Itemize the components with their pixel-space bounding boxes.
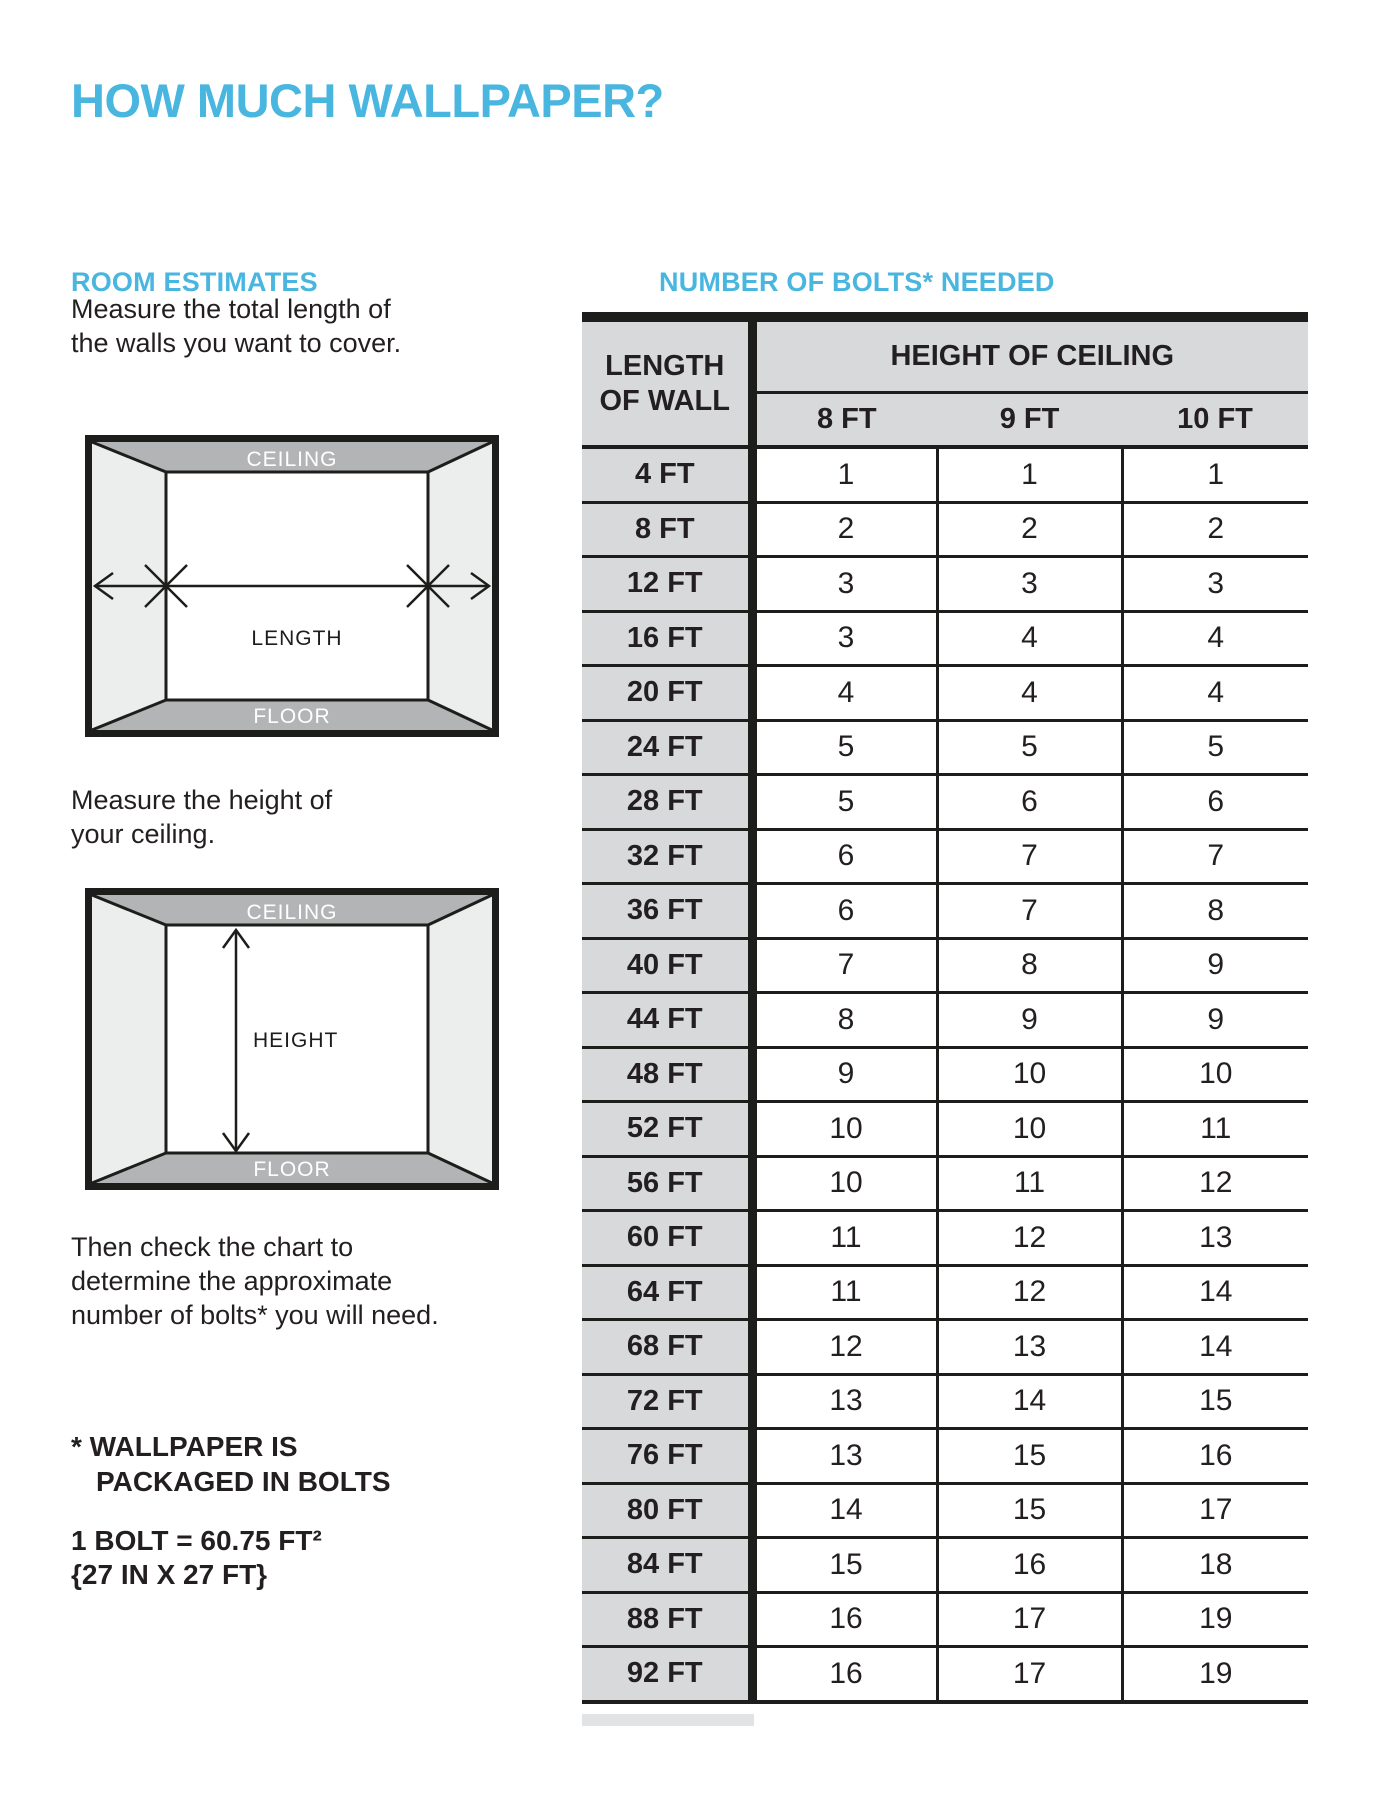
table-bottom-tab [582,1714,754,1726]
table-row [582,1156,1308,1211]
text-line: PACKAGED IN BOLTS [96,1466,391,1497]
table-row [582,720,1308,775]
floor-label: FLOOR [253,705,331,728]
bolt-count-cell: 1 [752,447,937,502]
step2-text [71,783,332,851]
bolt-count-cell: 10 [752,1102,937,1157]
row-label: 80 FT [582,1483,752,1538]
row-label: 56 FT [582,1156,752,1211]
bolt-count-cell: 12 [752,1320,937,1375]
bolt-count-cell: 14 [752,1483,937,1538]
bolt-count-cell: 4 [752,666,937,721]
column-header-9ft: 9 FT [937,393,1122,448]
bolt-count-cell: 12 [937,1265,1122,1320]
bolt-count-cell: 7 [752,938,937,993]
text-line: determine the approximate [71,1266,393,1296]
bolt-count-cell: 1 [1122,447,1308,502]
row-label: 28 FT [582,775,752,830]
bolt-count-cell: 13 [752,1374,937,1429]
step3-text [71,1230,439,1332]
bolts-table [582,312,1308,1704]
bolt-count-cell: 15 [937,1483,1122,1538]
page-title: HOW MUCH WALLPAPER? [71,74,664,127]
bolt-count-cell: 1 [937,447,1122,502]
bolt-count-cell: 15 [1122,1374,1308,1429]
text-line: 1 BOLT = 60.75 FT² [71,1525,322,1556]
room-estimates-heading: ROOM ESTIMATES [71,267,318,297]
bolt-count-cell: 17 [937,1592,1122,1647]
row-label: 36 FT [582,884,752,939]
table-row [582,1047,1308,1102]
bolt-count-cell: 16 [937,1538,1122,1593]
row-label: 60 FT [582,1211,752,1266]
ceiling-label: CEILING [246,901,338,924]
text-line: * WALLPAPER IS [71,1431,298,1462]
bolt-count-cell: 15 [937,1429,1122,1484]
right-wall-surface [428,895,492,1183]
corner-header-line: OF WALL [599,384,730,417]
bolt-count-cell: 16 [1122,1429,1308,1484]
table-row [582,938,1308,993]
row-label: 40 FT [582,938,752,993]
bolt-count-cell: 10 [937,1047,1122,1102]
group-header-row [582,317,1308,393]
bolt-count-cell: 8 [937,938,1122,993]
text-line: {27 IN X 27 FT} [71,1559,268,1590]
bolt-count-cell: 3 [752,611,937,666]
bolt-count-cell: 11 [752,1265,937,1320]
bolt-count-cell: 10 [937,1102,1122,1157]
bolt-count-cell: 9 [752,1047,937,1102]
bolt-count-cell: 7 [1122,829,1308,884]
bolt-count-cell: 6 [752,884,937,939]
table-row [582,611,1308,666]
bolt-count-cell: 17 [937,1647,1122,1702]
bolt-count-cell: 12 [1122,1156,1308,1211]
row-label: 68 FT [582,1320,752,1375]
bolt-count-cell: 4 [1122,666,1308,721]
bolt-count-cell: 11 [752,1211,937,1266]
row-label: 72 FT [582,1374,752,1429]
table-row [582,1265,1308,1320]
bolt-count-cell: 11 [937,1156,1122,1211]
bolt-count-cell: 4 [1122,611,1308,666]
text-line: Measure the height of [71,785,333,815]
row-label: 4 FT [582,447,752,502]
text-line: number of bolts* you will need. [71,1300,439,1330]
bolt-count-cell: 9 [1122,993,1308,1048]
row-label: 12 FT [582,557,752,612]
corner-header [582,317,752,447]
bolt-count-cell: 3 [1122,557,1308,612]
table-row [582,1429,1308,1484]
row-label: 88 FT [582,1592,752,1647]
bolt-count-cell: 4 [937,666,1122,721]
table-row [582,1102,1308,1157]
row-label: 16 FT [582,611,752,666]
bolt-count-cell: 3 [937,557,1122,612]
table-row [582,884,1308,939]
step1-text [71,292,401,360]
bolt-count-cell: 13 [937,1320,1122,1375]
row-label: 8 FT [582,502,752,557]
table-row [582,447,1308,502]
column-header-10ft: 10 FT [1122,393,1308,448]
row-label: 84 FT [582,1538,752,1593]
bolt-count-cell: 15 [752,1538,937,1593]
bolt-count-cell: 10 [752,1156,937,1211]
height-label: HEIGHT [253,1029,339,1052]
bolt-count-cell: 8 [1122,884,1308,939]
bolts-table-body [582,447,1308,1702]
bolt-count-cell: 5 [752,775,937,830]
table-row [582,1592,1308,1647]
text-line: your ceiling. [71,819,216,849]
row-label: 44 FT [582,993,752,1048]
table-row [582,1538,1308,1593]
bolt-spec [71,1524,322,1592]
corner-header-line: LENGTH [605,349,725,382]
bolt-count-cell: 6 [1122,775,1308,830]
bolt-count-cell: 13 [1122,1211,1308,1266]
bolt-count-cell: 4 [937,611,1122,666]
table-row [582,1320,1308,1375]
ceiling-label: CEILING [246,448,338,471]
bolt-count-cell: 14 [1122,1320,1308,1375]
bolt-count-cell: 13 [752,1429,937,1484]
bolt-count-cell: 2 [937,502,1122,557]
table-row [582,557,1308,612]
table-row [582,829,1308,884]
bolt-count-cell: 18 [1122,1538,1308,1593]
bolt-count-cell: 16 [752,1647,937,1702]
row-label: 24 FT [582,720,752,775]
bolt-count-cell: 2 [752,502,937,557]
bolt-count-cell: 19 [1122,1592,1308,1647]
length-label: LENGTH [251,627,343,650]
table-row [582,993,1308,1048]
bolt-count-cell: 17 [1122,1483,1308,1538]
bolt-count-cell: 9 [1122,938,1308,993]
room-height-diagram [85,888,499,1190]
floor-label: FLOOR [253,1158,331,1181]
bolt-count-cell: 11 [1122,1102,1308,1157]
table-row [582,666,1308,721]
row-label: 92 FT [582,1647,752,1702]
bolt-count-cell: 6 [937,775,1122,830]
bolt-count-cell: 19 [1122,1647,1308,1702]
bolt-count-cell: 14 [937,1374,1122,1429]
bolt-count-cell: 6 [752,829,937,884]
bolt-count-cell: 5 [937,720,1122,775]
table-row [582,502,1308,557]
table-row [582,775,1308,830]
column-header-8ft: 8 FT [752,393,937,448]
bolt-count-cell: 3 [752,557,937,612]
bolt-count-cell: 12 [937,1211,1122,1266]
table-row [582,1647,1308,1702]
bolt-count-cell: 7 [937,829,1122,884]
bolt-count-cell: 14 [1122,1265,1308,1320]
table-row [582,1211,1308,1266]
text-line: the walls you want to cover. [71,328,402,358]
height-of-ceiling-header: HEIGHT OF CEILING [752,317,1308,393]
bolt-count-cell: 5 [1122,720,1308,775]
bolts-needed-heading: NUMBER OF BOLTS* NEEDED [659,267,1055,297]
bolts-footnote [71,1429,391,1499]
row-label: 52 FT [582,1102,752,1157]
row-label: 48 FT [582,1047,752,1102]
bolt-count-cell: 2 [1122,502,1308,557]
room-length-diagram [85,435,499,737]
table-row [582,1483,1308,1538]
row-label: 32 FT [582,829,752,884]
bolt-count-cell: 16 [752,1592,937,1647]
text-line: Measure the total length of [71,294,391,324]
row-label: 20 FT [582,666,752,721]
table-row [582,1374,1308,1429]
bolt-count-cell: 10 [1122,1047,1308,1102]
left-wall-surface [92,895,166,1183]
bolt-count-cell: 8 [752,993,937,1048]
bolt-count-cell: 9 [937,993,1122,1048]
row-label: 64 FT [582,1265,752,1320]
row-label: 76 FT [582,1429,752,1484]
bolt-count-cell: 5 [752,720,937,775]
bolt-count-cell: 7 [937,884,1122,939]
text-line: Then check the chart to [71,1232,354,1262]
